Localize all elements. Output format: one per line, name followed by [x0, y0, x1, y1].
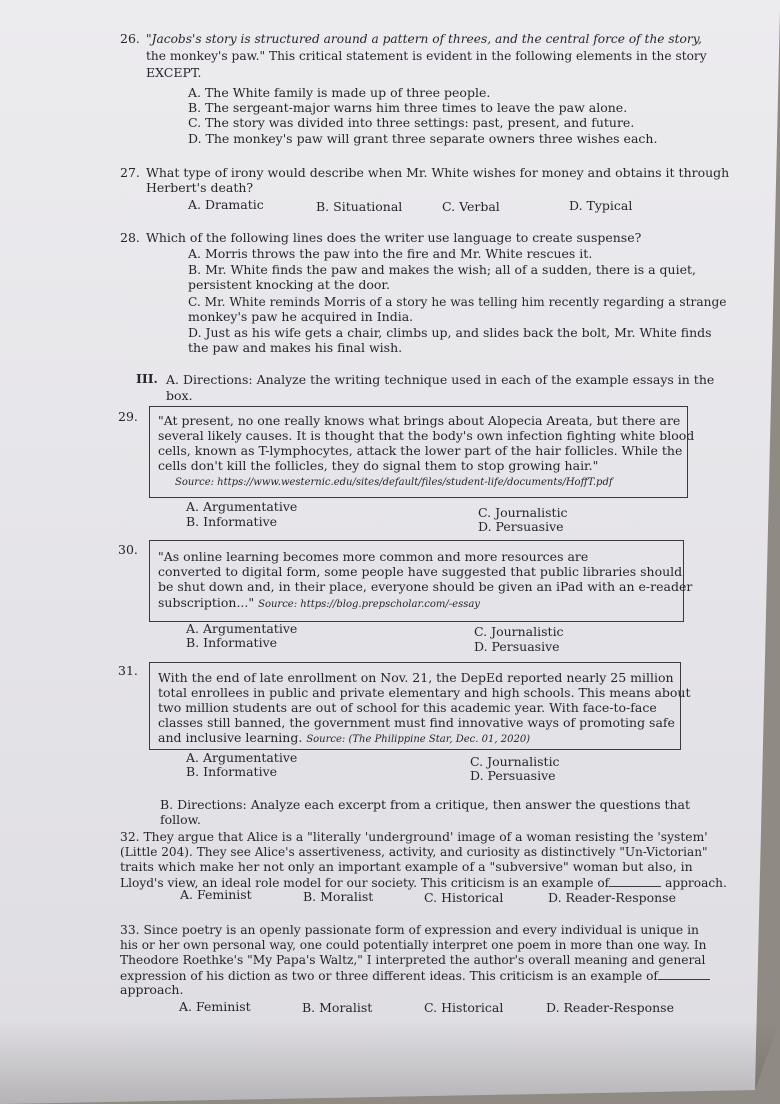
q27-option-d: D. Typical: [569, 198, 633, 213]
q27-stem-line1: What type of irony would describe when Mr. White wishes for money and obtains it through: [146, 165, 730, 180]
q32-option-d: D. Reader-Response: [548, 890, 676, 905]
q31-option-d: D. Persuasive: [470, 768, 556, 783]
q28-option-c-line2: monkey's paw he acquired in India.: [188, 309, 414, 324]
q29-number: 29.: [118, 409, 138, 424]
q29-option-c: C. Journalistic: [478, 505, 568, 520]
q32-answer-blank[interactable]: [609, 875, 661, 887]
q31-excerpt-line5: [158, 731, 530, 747]
q32-option-b: B. Moralist: [303, 889, 374, 904]
q30-excerpt-line2: converted to digital form, some people have suggested that public libraries should: [158, 564, 683, 579]
q28-option-b-line1: B. Mr. White finds the paw and makes the wish; all of a sudden, there is a quiet,: [188, 262, 696, 277]
q27-option-c: C. Verbal: [442, 199, 500, 214]
q27-number: 27.: [120, 165, 140, 180]
section-b-directions-line1: B. Directions: Analyze each excerpt from a critique, then answer the questions that: [160, 797, 691, 812]
q26-option-d: D. The monkey's paw will grant three separate owners three wishes each.: [188, 131, 658, 146]
q33-line3: Theodore Roethke's "My Papa's Waltz," I interpreted the author's overall meaning and general: [120, 953, 706, 967]
q26-option-a: A. The White family is made up of three people.: [188, 85, 491, 100]
q31-option-c: C. Journalistic: [470, 754, 560, 769]
q30-option-a: A. Argumentative: [186, 621, 298, 636]
q33-option-c: C. Historical: [424, 1000, 504, 1015]
q32-line4-text: Lloyd's view, an ideal role model for our society. This criticism is an example of: [120, 876, 610, 890]
q31-excerpt-end: and inclusive learning.: [158, 730, 303, 745]
q26-stem-line1: "Jacobs's story is structured around a pattern of threes, and the central force of the story,: [146, 32, 702, 46]
q29-option-a: A. Argumentative: [186, 499, 298, 514]
q33-option-b: B. Moralist: [302, 1000, 373, 1015]
q32-option-c: C. Historical: [424, 890, 504, 905]
q32-line2: (Little 204). They see Alice's assertiveness, activity, and curiosity as distinctively "Un-Victorian": [120, 845, 708, 859]
q28-option-c-line1: C. Mr. White reminds Morris of a story he was telling him recently regarding a strange: [188, 295, 727, 309]
q30-excerpt-line3: be shut down and, in their place, everyone should be given an iPad with an e-reader: [158, 579, 693, 594]
q29-excerpt-line2: several likely causes. It is thought that the body's own infection fighting white blood: [158, 428, 695, 443]
q27-option-a: A. Dramatic: [188, 197, 264, 212]
q26-number: 26.: [120, 31, 140, 46]
q29-option-d: D. Persuasive: [478, 519, 564, 534]
q32-line1: 32. They argue that Alice is a "literally 'underground' image of a woman resisting the 'system': [120, 830, 708, 844]
q31-number: 31.: [118, 663, 138, 678]
q28-option-d-line2: the paw and makes his final wish.: [188, 340, 403, 355]
q30-excerpt-line1: "As online learning becomes more common and more resources are: [158, 549, 589, 564]
q33-line4: [120, 968, 710, 983]
q28-option-b-line2: persistent knocking at the door.: [188, 277, 390, 292]
q26-stem-line3: EXCEPT.: [146, 65, 202, 80]
q28-number: 28.: [120, 230, 140, 245]
q28-option-d-line1: D. Just as his wife gets a chair, climbs up, and slides back the bolt, Mr. White finds: [188, 325, 712, 340]
q29-option-b: B. Informative: [186, 514, 278, 529]
q32-line4-end: approach.: [665, 876, 727, 890]
q26-option-b: B. The sergeant-major warns him three times to leave the paw alone.: [188, 100, 628, 115]
q26-option-c: C. The story was divided into three settings: past, present, and future.: [188, 115, 635, 130]
q33-line1: 33. Since poetry is an openly passionate form of expression and every individual is unique in: [120, 923, 699, 937]
q29-excerpt-line3: cells, known as T-lymphocytes, attack the lower part of the hair follicles. While the: [158, 443, 683, 458]
q30-excerpt-line4: [158, 596, 480, 612]
q29-excerpt-line1: "At present, no one really knows what brings about Alopecia Areata, but there are: [158, 413, 681, 428]
section-iii-directions-line1: A. Directions: Analyze the writing technique used in each of the example essays in the: [166, 372, 715, 387]
section-b-directions-line2: follow.: [160, 812, 201, 827]
q31-source: Source: (The Philippine Star, Dec. 01, 2020): [306, 734, 531, 745]
q30-number: 30.: [118, 542, 138, 557]
q28-stem: Which of the following lines does the writer use language to create suspense?: [146, 230, 642, 245]
q33-option-a: A. Feminist: [179, 999, 251, 1014]
q29-excerpt-line4: cells don't kill the follicles, they do signal them to stop growing hair.": [158, 458, 599, 473]
q30-option-c: C. Journalistic: [474, 624, 564, 639]
q32-option-a: A. Feminist: [180, 887, 252, 902]
q33-line5: approach.: [120, 982, 184, 997]
q33-option-d: D. Reader-Response: [546, 1000, 674, 1015]
q33-answer-blank[interactable]: [658, 968, 710, 980]
q29-source: Source: https://www.westernic.edu/sites/default/files/student-life/documents/HoffT.pdf: [175, 477, 613, 488]
page-shadow: [0, 1020, 780, 1104]
q30-excerpt-end: subscription...": [158, 595, 255, 610]
q27-option-b: B. Situational: [316, 199, 403, 214]
q30-option-d: D. Persuasive: [474, 639, 560, 654]
q32-line3: traits which make her not only an important example of a "subversive" woman but also, in: [120, 859, 693, 874]
q27-stem-line2: Herbert's death?: [146, 180, 254, 195]
q31-option-a: A. Argumentative: [186, 750, 298, 765]
q26-stem-line2: the monkey's paw." This critical statement is evident in the following elements in the story: [146, 49, 707, 63]
q31-excerpt-line4: classes still banned, the government must find innovative ways of promoting safe: [158, 715, 675, 730]
section-iii-directions-line2: box.: [166, 388, 193, 403]
q33-line4-text: expression of his diction as two or three different ideas. This criticism is an example of: [120, 969, 658, 983]
q30-source: Source: https://blog.prepscholar.com/-essay: [258, 599, 480, 610]
q33-line2: his or her own personal way, one could potentially interpret one poem in more than one way. In: [120, 938, 707, 952]
q31-option-b: B. Informative: [186, 764, 278, 779]
q30-option-b: B. Informative: [186, 635, 278, 650]
q31-excerpt-line3: two million students are out of school for this academic year. With face-to-face: [158, 700, 657, 715]
q31-excerpt-line2: total enrollees in public and private elementary and high schools. This means about: [158, 685, 691, 700]
section-iii-numeral: III.: [136, 371, 158, 386]
q31-excerpt-line1: With the end of late enrollment on Nov. 21, the DepEd reported nearly 25 million: [158, 670, 674, 685]
q28-option-a: A. Morris throws the paw into the fire and Mr. White rescues it.: [188, 246, 593, 261]
